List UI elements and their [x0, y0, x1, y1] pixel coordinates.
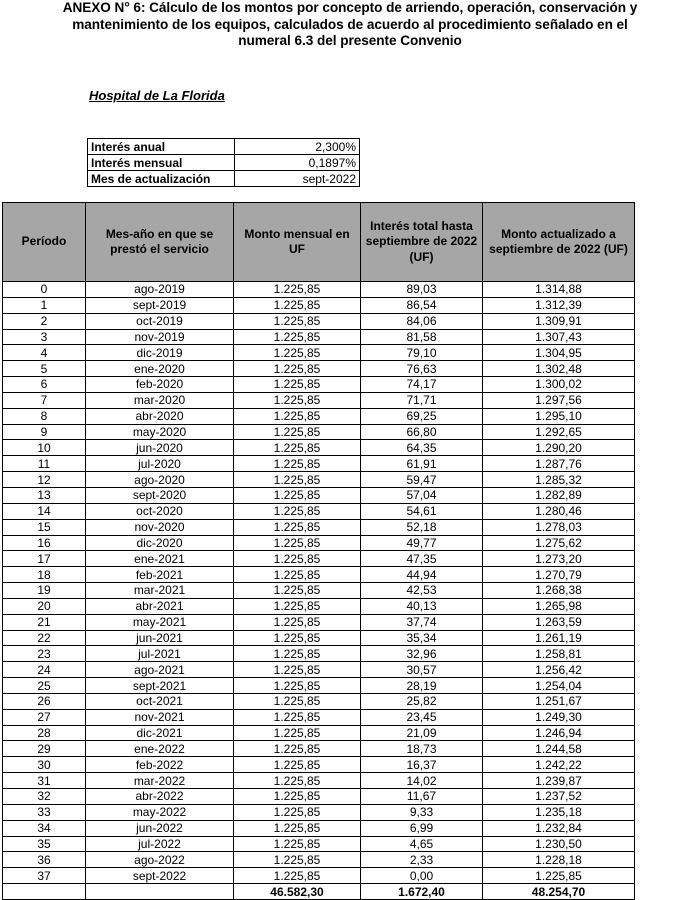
interes-total-cell: 71,71	[361, 392, 483, 408]
mes-anio-cell: dic-2020	[86, 535, 234, 551]
title-line-3: numeral 6.3 del presente Convenio	[238, 33, 462, 48]
mes-anio-cell: abr-2020	[86, 408, 234, 424]
periodo-cell: 29	[3, 741, 86, 757]
mes-anio-cell: jul-2022	[86, 836, 234, 852]
monto-actualizado-cell: 1.273,20	[483, 551, 635, 567]
monto-actualizado-cell: 1.275,62	[483, 535, 635, 551]
monto-mensual-cell: 1.225,85	[234, 392, 361, 408]
table-row	[3, 646, 635, 662]
interes-total-cell: 47,35	[361, 551, 483, 567]
monto-mensual-cell: 1.225,85	[234, 789, 361, 805]
mes-anio-cell: ene-2021	[86, 551, 234, 567]
monto-mensual-cell: 1.225,85	[234, 693, 361, 709]
interes-total-cell: 74,17	[361, 377, 483, 393]
mes-anio-cell: abr-2022	[86, 789, 234, 805]
monto-mensual-cell: 1.225,85	[234, 662, 361, 678]
table-row	[3, 725, 635, 741]
periodo-cell: 22	[3, 630, 86, 646]
parameter-row	[88, 171, 360, 187]
monto-actualizado-cell: 1.287,76	[483, 456, 635, 472]
periodo-cell: 26	[3, 693, 86, 709]
periodo-cell: 13	[3, 487, 86, 503]
interes-total-cell: 14,02	[361, 773, 483, 789]
periodo-cell: 34	[3, 820, 86, 836]
monto-mensual-cell: 1.225,85	[234, 646, 361, 662]
table-row	[3, 377, 635, 393]
periodo-cell: 2	[3, 313, 86, 329]
table-row	[3, 408, 635, 424]
table-row	[3, 709, 635, 725]
mes-anio-cell: abr-2021	[86, 598, 234, 614]
periodo-cell: 21	[3, 614, 86, 630]
parameter-label: Interés anual	[88, 139, 235, 155]
mes-anio-cell: ene-2022	[86, 741, 234, 757]
mes-anio-cell: sept-2021	[86, 678, 234, 694]
table-row	[3, 741, 635, 757]
periodo-cell: 4	[3, 345, 86, 361]
table-row	[3, 630, 635, 646]
monto-actualizado-cell: 1.242,22	[483, 757, 635, 773]
mes-anio-cell: mar-2022	[86, 773, 234, 789]
monto-mensual-cell: 1.225,85	[234, 345, 361, 361]
periodo-cell: 28	[3, 725, 86, 741]
monto-mensual-cell: 1.225,85	[234, 487, 361, 503]
monto-actualizado-cell: 1.307,43	[483, 329, 635, 345]
monto-actualizado-cell: 1.278,03	[483, 519, 635, 535]
table-row	[3, 614, 635, 630]
monto-actualizado-cell: 1.239,87	[483, 773, 635, 789]
interes-total-cell: 4,65	[361, 836, 483, 852]
interes-total-cell: 61,91	[361, 456, 483, 472]
monto-mensual-cell: 1.225,85	[234, 297, 361, 313]
periodo-cell: 19	[3, 583, 86, 599]
mes-anio-cell: may-2020	[86, 424, 234, 440]
monto-mensual-cell: 1.225,85	[234, 440, 361, 456]
interes-total-cell: 64,35	[361, 440, 483, 456]
parameter-label: Mes de actualización	[88, 171, 235, 187]
table-row	[3, 424, 635, 440]
monto-mensual-cell: 1.225,85	[234, 313, 361, 329]
interes-total-cell: 42,53	[361, 583, 483, 599]
monto-mensual-cell: 1.225,85	[234, 535, 361, 551]
periodo-cell: 27	[3, 709, 86, 725]
table-row	[3, 440, 635, 456]
periodo-cell: 30	[3, 757, 86, 773]
parameter-value: sept-2022	[235, 171, 360, 187]
table-row	[3, 852, 635, 868]
interes-total-cell: 0,00	[361, 868, 483, 884]
mes-anio-cell: jun-2021	[86, 630, 234, 646]
interes-total-cell: 18,73	[361, 741, 483, 757]
mes-anio-cell: mar-2021	[86, 583, 234, 599]
monto-actualizado-cell: 1.292,65	[483, 424, 635, 440]
total-monto-actualizado-cell: 48.254,70	[483, 884, 635, 900]
table-row	[3, 804, 635, 820]
interes-total-cell: 37,74	[361, 614, 483, 630]
interes-total-cell: 9,33	[361, 804, 483, 820]
mes-anio-cell: ago-2020	[86, 472, 234, 488]
periodo-cell: 9	[3, 424, 86, 440]
header-monto-mensual: Monto mensual en UF	[234, 203, 361, 282]
table-row	[3, 392, 635, 408]
total-monto-mensual-cell: 46.582,30	[234, 884, 361, 900]
interes-total-cell: 11,67	[361, 789, 483, 805]
mes-anio-cell: feb-2020	[86, 377, 234, 393]
mes-anio-cell: may-2022	[86, 804, 234, 820]
interes-total-cell: 69,25	[361, 408, 483, 424]
periodo-cell: 24	[3, 662, 86, 678]
monto-actualizado-cell: 1.258,81	[483, 646, 635, 662]
mes-anio-cell: ago-2022	[86, 852, 234, 868]
interes-total-cell: 52,18	[361, 519, 483, 535]
interes-total-cell: 21,09	[361, 725, 483, 741]
monto-mensual-cell: 1.225,85	[234, 868, 361, 884]
interes-total-cell: 84,06	[361, 313, 483, 329]
monto-actualizado-cell: 1.290,20	[483, 440, 635, 456]
periodo-cell: 0	[3, 282, 86, 298]
monto-mensual-cell: 1.225,85	[234, 852, 361, 868]
table-row	[3, 297, 635, 313]
periodo-cell: 35	[3, 836, 86, 852]
periodo-cell: 10	[3, 440, 86, 456]
mes-anio-cell: ago-2019	[86, 282, 234, 298]
monto-mensual-cell: 1.225,85	[234, 503, 361, 519]
mes-anio-cell: mar-2020	[86, 392, 234, 408]
mes-anio-cell: sept-2022	[86, 868, 234, 884]
totals-row	[3, 884, 635, 900]
table-row	[3, 868, 635, 884]
periodo-cell: 37	[3, 868, 86, 884]
periodo-cell: 1	[3, 297, 86, 313]
periodo-cell: 23	[3, 646, 86, 662]
periodo-cell: 18	[3, 567, 86, 583]
interes-total-cell: 25,82	[361, 693, 483, 709]
periodo-cell: 14	[3, 503, 86, 519]
monto-mensual-cell: 1.225,85	[234, 567, 361, 583]
title-line-1: ANEXO N° 6: Cálculo de los montos por concepto de arriendo, operación, conservación y	[62, 0, 638, 15]
monto-mensual-cell: 1.225,85	[234, 741, 361, 757]
periodo-cell: 11	[3, 456, 86, 472]
mes-anio-cell: ago-2021	[86, 662, 234, 678]
table-row	[3, 567, 635, 583]
mes-anio-cell: ene-2020	[86, 361, 234, 377]
monto-mensual-cell: 1.225,85	[234, 472, 361, 488]
table-row	[3, 773, 635, 789]
mes-anio-cell: feb-2021	[86, 567, 234, 583]
monto-mensual-cell: 1.225,85	[234, 709, 361, 725]
table-row	[3, 836, 635, 852]
monto-mensual-cell: 1.225,85	[234, 377, 361, 393]
monto-mensual-cell: 1.225,85	[234, 551, 361, 567]
periodo-cell: 20	[3, 598, 86, 614]
table-row	[3, 598, 635, 614]
header-interes-total: Interés total hasta septiembre de 2022 (UF)	[361, 203, 483, 282]
monto-actualizado-cell: 1.230,50	[483, 836, 635, 852]
table-row	[3, 551, 635, 567]
periodo-cell: 15	[3, 519, 86, 535]
total-periodo-cell	[3, 884, 86, 900]
table-row	[3, 456, 635, 472]
interes-total-cell: 89,03	[361, 282, 483, 298]
mes-anio-cell: feb-2022	[86, 757, 234, 773]
table-row	[3, 693, 635, 709]
monto-mensual-cell: 1.225,85	[234, 630, 361, 646]
table-row	[3, 503, 635, 519]
mes-anio-cell: nov-2021	[86, 709, 234, 725]
mes-anio-cell: jun-2020	[86, 440, 234, 456]
table-row	[3, 678, 635, 694]
interes-total-cell: 79,10	[361, 345, 483, 361]
table-header-row	[3, 203, 635, 282]
mes-anio-cell: sept-2020	[86, 487, 234, 503]
total-mes-anio-cell	[86, 884, 234, 900]
table-row	[3, 472, 635, 488]
mes-anio-cell: dic-2019	[86, 345, 234, 361]
table-row	[3, 361, 635, 377]
periodo-cell: 36	[3, 852, 86, 868]
monto-actualizado-cell: 1.263,59	[483, 614, 635, 630]
parameter-row	[88, 139, 360, 155]
table-row	[3, 789, 635, 805]
mes-anio-cell: jun-2022	[86, 820, 234, 836]
periodo-cell: 5	[3, 361, 86, 377]
mes-anio-cell: oct-2019	[86, 313, 234, 329]
periodo-cell: 17	[3, 551, 86, 567]
monto-actualizado-cell: 1.225,85	[483, 868, 635, 884]
monto-actualizado-cell: 1.270,79	[483, 567, 635, 583]
table-row	[3, 820, 635, 836]
monto-actualizado-cell: 1.268,38	[483, 583, 635, 599]
monto-mensual-cell: 1.225,85	[234, 598, 361, 614]
interes-total-cell: 35,34	[361, 630, 483, 646]
monto-actualizado-cell: 1.302,48	[483, 361, 635, 377]
header-periodo: Período	[3, 203, 86, 282]
monto-actualizado-cell: 1.314,88	[483, 282, 635, 298]
monto-mensual-cell: 1.225,85	[234, 725, 361, 741]
interes-total-cell: 66,80	[361, 424, 483, 440]
table-row	[3, 313, 635, 329]
header-monto-actualizado: Monto actualizado a septiembre de 2022 (UF)	[483, 203, 635, 282]
interes-total-cell: 54,61	[361, 503, 483, 519]
monto-mensual-cell: 1.225,85	[234, 282, 361, 298]
table-row	[3, 519, 635, 535]
hospital-name: Hospital de La Florida	[89, 88, 225, 103]
mes-anio-cell: oct-2020	[86, 503, 234, 519]
parameter-value: 0,1897%	[235, 155, 360, 171]
mes-anio-cell: jul-2020	[86, 456, 234, 472]
interes-total-cell: 44,94	[361, 567, 483, 583]
table-row	[3, 757, 635, 773]
monto-mensual-cell: 1.225,85	[234, 519, 361, 535]
mes-anio-cell: jul-2021	[86, 646, 234, 662]
periodo-cell: 16	[3, 535, 86, 551]
document-title	[0, 0, 700, 50]
monto-mensual-cell: 1.225,85	[234, 614, 361, 630]
periodo-cell: 32	[3, 789, 86, 805]
interes-total-cell: 76,63	[361, 361, 483, 377]
monto-mensual-cell: 1.225,85	[234, 773, 361, 789]
parameters-table	[87, 138, 360, 187]
parameter-label: Interés mensual	[88, 155, 235, 171]
interes-total-cell: 59,47	[361, 472, 483, 488]
monto-mensual-cell: 1.225,85	[234, 424, 361, 440]
monto-mensual-cell: 1.225,85	[234, 408, 361, 424]
monto-actualizado-cell: 1.300,02	[483, 377, 635, 393]
monto-actualizado-cell: 1.235,18	[483, 804, 635, 820]
monto-actualizado-cell: 1.265,98	[483, 598, 635, 614]
monto-mensual-cell: 1.225,85	[234, 678, 361, 694]
mes-anio-cell: dic-2021	[86, 725, 234, 741]
mes-anio-cell: nov-2019	[86, 329, 234, 345]
periodo-cell: 6	[3, 377, 86, 393]
monto-actualizado-cell: 1.237,52	[483, 789, 635, 805]
table-row	[3, 662, 635, 678]
monto-mensual-cell: 1.225,85	[234, 329, 361, 345]
monto-actualizado-cell: 1.295,10	[483, 408, 635, 424]
interes-total-cell: 2,33	[361, 852, 483, 868]
monto-actualizado-cell: 1.232,84	[483, 820, 635, 836]
table-row	[3, 282, 635, 298]
monto-mensual-cell: 1.225,85	[234, 757, 361, 773]
periodo-cell: 33	[3, 804, 86, 820]
monto-actualizado-cell: 1.254,04	[483, 678, 635, 694]
periodo-cell: 12	[3, 472, 86, 488]
mes-anio-cell: oct-2021	[86, 693, 234, 709]
mes-anio-cell: nov-2020	[86, 519, 234, 535]
header-mes-anio: Mes-año en que se prestó el servicio	[86, 203, 234, 282]
interes-total-cell: 40,13	[361, 598, 483, 614]
monto-actualizado-cell: 1.285,32	[483, 472, 635, 488]
interes-total-cell: 57,04	[361, 487, 483, 503]
monto-mensual-cell: 1.225,85	[234, 820, 361, 836]
monto-actualizado-cell: 1.246,94	[483, 725, 635, 741]
interes-total-cell: 6,99	[361, 820, 483, 836]
interes-total-cell: 28,19	[361, 678, 483, 694]
table-row	[3, 487, 635, 503]
monto-mensual-cell: 1.225,85	[234, 456, 361, 472]
interes-total-cell: 30,57	[361, 662, 483, 678]
interes-total-cell: 49,77	[361, 535, 483, 551]
amounts-table	[2, 202, 635, 900]
table-row	[3, 535, 635, 551]
interes-total-cell: 32,96	[361, 646, 483, 662]
table-row	[3, 329, 635, 345]
monto-actualizado-cell: 1.312,39	[483, 297, 635, 313]
mes-anio-cell: sept-2019	[86, 297, 234, 313]
monto-mensual-cell: 1.225,85	[234, 836, 361, 852]
monto-actualizado-cell: 1.256,42	[483, 662, 635, 678]
monto-actualizado-cell: 1.309,91	[483, 313, 635, 329]
monto-actualizado-cell: 1.261,19	[483, 630, 635, 646]
periodo-cell: 25	[3, 678, 86, 694]
monto-mensual-cell: 1.225,85	[234, 804, 361, 820]
interes-total-cell: 16,37	[361, 757, 483, 773]
monto-actualizado-cell: 1.280,46	[483, 503, 635, 519]
interes-total-cell: 81,58	[361, 329, 483, 345]
periodo-cell: 7	[3, 392, 86, 408]
monto-mensual-cell: 1.225,85	[234, 583, 361, 599]
periodo-cell: 3	[3, 329, 86, 345]
parameter-row	[88, 155, 360, 171]
parameter-value: 2,300%	[235, 139, 360, 155]
monto-mensual-cell: 1.225,85	[234, 361, 361, 377]
periodo-cell: 8	[3, 408, 86, 424]
interes-total-cell: 86,54	[361, 297, 483, 313]
monto-actualizado-cell: 1.297,56	[483, 392, 635, 408]
title-line-2: mantenimiento de los equipos, calculados de acuerdo al procedimiento señalado en el	[72, 16, 628, 32]
monto-actualizado-cell: 1.251,67	[483, 693, 635, 709]
total-interes-total-cell: 1.672,40	[361, 884, 483, 900]
monto-actualizado-cell: 1.304,95	[483, 345, 635, 361]
monto-actualizado-cell: 1.228,18	[483, 852, 635, 868]
monto-actualizado-cell: 1.249,30	[483, 709, 635, 725]
table-row	[3, 583, 635, 599]
table-row	[3, 345, 635, 361]
interes-total-cell: 23,45	[361, 709, 483, 725]
mes-anio-cell: may-2021	[86, 614, 234, 630]
monto-actualizado-cell: 1.244,58	[483, 741, 635, 757]
monto-actualizado-cell: 1.282,89	[483, 487, 635, 503]
periodo-cell: 31	[3, 773, 86, 789]
